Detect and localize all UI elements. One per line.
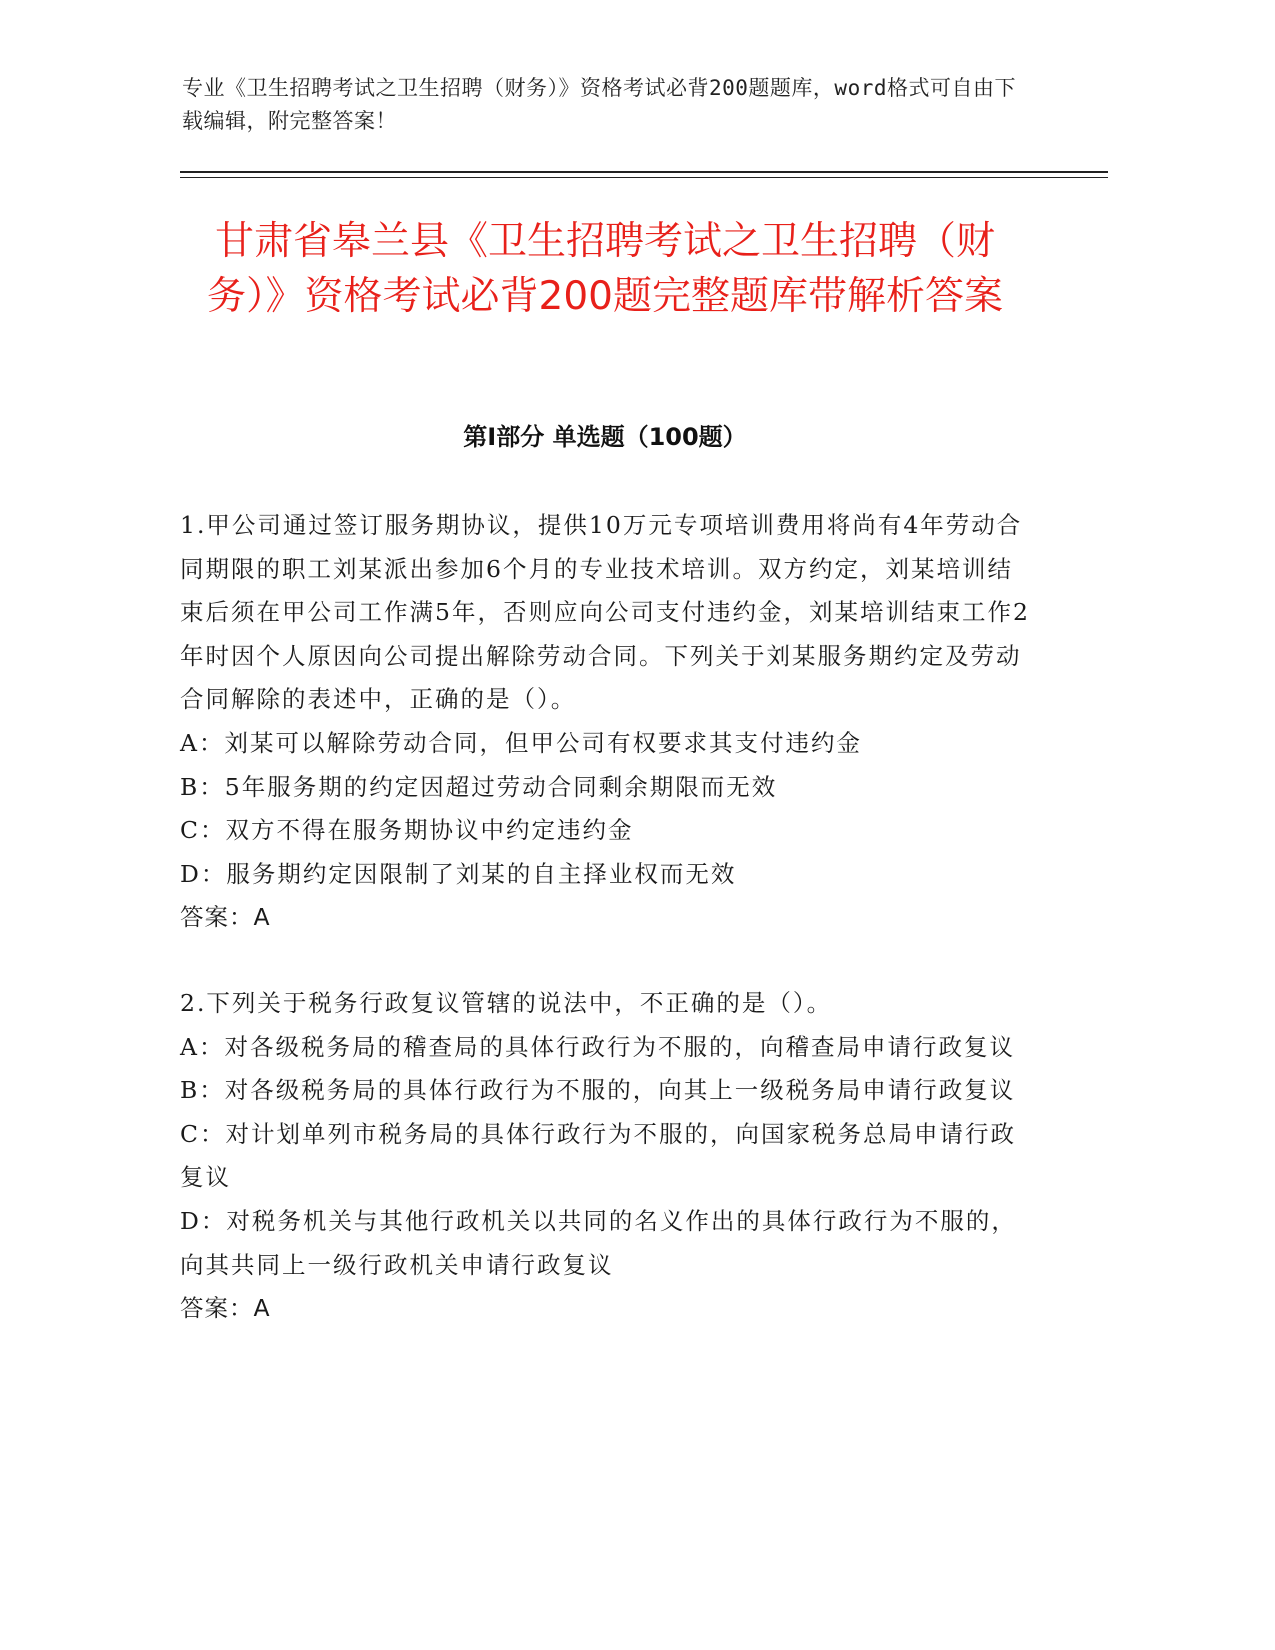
option-b: B：对各级税务局的具体行政行为不服的，向其上一级税务局申请行政复议 <box>180 1076 1016 1105</box>
header-divider-thin <box>180 177 1108 178</box>
option-d: D：服务期约定因限制了刘某的自主择业权而无效 <box>180 859 737 888</box>
option-c: C：双方不得在服务期协议中约定违约金 <box>180 816 634 845</box>
option-b: B：5年服务期的约定因超过劳动合同剩余期限而无效 <box>180 772 778 801</box>
question-1 <box>180 504 1030 940</box>
option-a: A：对各级税务局的稽查局的具体行政行为不服的，向稽查局申请行政复议 <box>180 1032 1015 1061</box>
question-stem: 2.下列关于税务行政复议管辖的说法中，不正确的是（）。 <box>180 989 833 1017</box>
option-d: D：对税务机关与其他行政机关以共同的名义作出的具体行政行为不服的，向其共同上一级行政机关申请行政复议 <box>180 1206 1017 1279</box>
question-stem: 1.甲公司通过签订服务期协议，提供10万元专项培训费用将尚有4年劳动合同期限的职工刘某派出参加6个月的专业技术培训。双方约定，刘某培训结束后须在甲公司工作满5年，否则应向公司支付违约金，刘某培训结束工作2年时因个人原因向公司提出解除劳动合同。下列关于刘某服务期约定及劳动合同解除的表述中，正确的是（）。 <box>180 511 1030 714</box>
answer: 答案：A <box>180 903 271 932</box>
section-title: 第Ⅰ部分 单选题（100题） <box>463 423 747 451</box>
option-a: A：刘某可以解除劳动合同，但甲公司有权要求其支付违约金 <box>180 728 862 757</box>
question-2 <box>180 982 1030 1331</box>
header-divider-thick <box>180 171 1108 173</box>
header-note: 专业《卫生招聘考试之卫生招聘（财务）》资格考试必背200题题库，word格式可自由下载编辑，附完整答案！ <box>182 76 1016 133</box>
option-c: C：对计划单列市税务局的具体行政行为不服的，向国家税务总局申请行政复议 <box>180 1119 1016 1192</box>
document-title: 甘肃省皋兰县《卫生招聘考试之卫生招聘（财务）》资格考试必背200题完整题库带解析答案 <box>207 219 1003 319</box>
answer: 答案：A <box>180 1294 271 1323</box>
